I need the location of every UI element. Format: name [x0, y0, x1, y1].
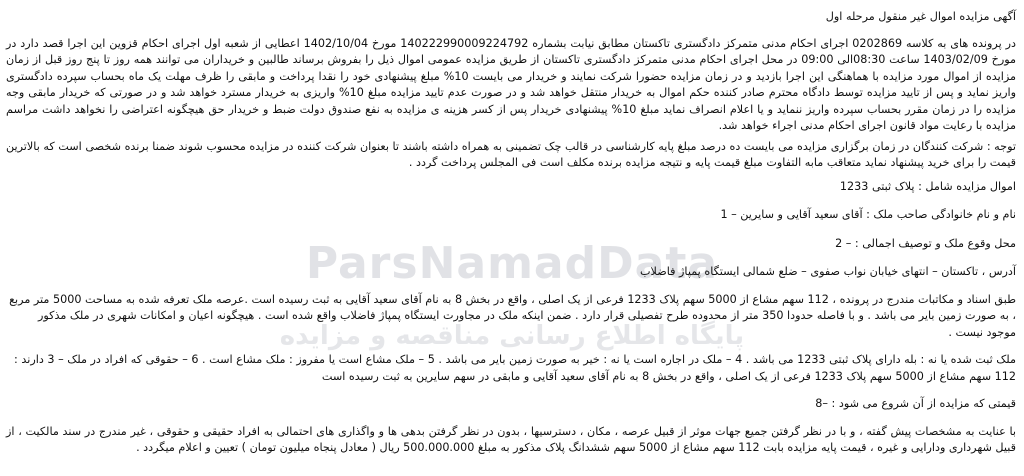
auction-notice — [6, 0, 1016, 457]
address-line: آدرس ، تاکستان – انتهای خیابان نواب صفوی – ضلع شمالی ایستگاه پمپاژ فاضلاب — [640, 265, 1016, 278]
notice-title: آگهی مزایده اموال غیر منقول مرحله اول — [825, 10, 1016, 23]
registration-paragraph: ملک ثبت شده یا نه : بله دارای پلاک ثبتی 1233 می باشد . 4 – ملک در اجاره است یا نه : خیر به صورت زمین بایر می باشد . 5 – ملک مشاع است یا مفروز : ملک مشاع است . 6 – حقوقی که افراد در ملک – 3 دارند : 112 سهم مشاع از 5000 سهم پلاک 1233 فرعی از یک اصلی ، واقع در بخش 8 به نام آقای سعید آقایی و مابقی در سهم سایرین به ثبت رسیده است — [14, 353, 1016, 383]
price-paragraph: با عنایت به مشخصات پیش گفته ، و با در نظر گرفتن جمیع جهات موثر از قبیل عرصه ، مکان ، دسترسیها ، بدون در نظر گرفتن بدهی ها و واگذاری های احتمالی به افراد حقیقی و حقوقی ، غیر مندرج در سند مالکیت ، از قبیل شهرداری ودارایی و غیره ، قیمت پایه مزایده بابت 112 سهم مشاع از 5000 سهم ششدانگ پلاک مذکور به مبلغ 500.000.000 ریال ( معادل پنجاه میلیون تومان ) تعیین و اعلام میگردد . — [6, 424, 1016, 454]
watermark-logo: ParsNamadData — [305, 238, 719, 289]
main-paragraph: در پرونده های به کلاسه 0202869 اجرای احکام مدنی متمرکز دادگستری تاکستان مطابق نیابت بشماره 140222990009224792 مورخ 1402/10/04 اعطایی از شعبه اول اجرای احکام قزوین این اجرا قصد دارد در مورخ 1403/02/09 ساعت 08:30الی 09:00 در محل اجرای احکام مدنی متمرکز دادگستری تاکستان از طریق مزایده عمومی اموال ذیل را بفروش برساند طالبین و خریداران می توانند همه روز تا پنج روز قبل از زمان مزایده از اموال مورد مزایده با هماهنگی این اجرا بازدید و در زمان مزایده حضورا شرکت نمایند و خریدار می بایست 10% مبلغ پیشنهادی خود را نقدا پرداخت و مابقی را ظرف مهلت یک ماه بحساب سپرده دادگستری واریز نماید و پس از تایید مزایده توسط دادگاه محترم صادر کننده حکم اموال به خریدار منتقل خواهد شد و در صورت عدم تایید مزایده مبلغ 10% واریزی به خریدار مسترد خواهد شد و در صورتی که خریدار مابقی وجه مزایده را در زمان مقرر بحساب سپرده واریز ننماید و یا اعلام انصراف نماید مبلغ 10% پیشنهادی خریدار پس از کسر هزینه ی مزایده به نفع صندوق دولت ضبط و خریدار حق هیچگونه اعتراضی را نخواهد داشت مراسم مزایده با رعایت مواد قانون اجرای احکام مدنی اجراء خواهد شد. — [6, 36, 1017, 132]
description-paragraph: طبق اسناد و مکاتبات مندرج در پرونده ، 112 سهم مشاع از 5000 سهم پلاک 1233 فرعی از یک اصلی ، واقع در بخش 8 به نام آقای سعید آقایی به ثبت رسیده است .عرصه ملک تعرفه شده به مساحت 5000 متر مربع ، به صورت زمین بایر می باشد . و با فاصله حدودا 350 متر از محدوده طرح تفصیلی قرار دارد . ضمن اینکه ملک در مجاورت ایستگاه پمپاژ فاضلاب واقع شده است . هیچگونه اعیان و امکانات شهری در ملک مذکور موجود نیست . — [9, 292, 1016, 339]
location-line: محل وقوع ملک و توصیف اجمالی : – 2 — [835, 236, 1016, 250]
property-heading: اموال مزایده شامل : پلاک ثبتی 1233 — [839, 179, 1016, 193]
price-heading: قیمتی که مزایده از آن شروع می شود : –8 — [815, 397, 1016, 410]
owner-line: نام و نام خانوادگی صاحب ملک : آقای سعید آقایی و سایرین – 1 — [720, 208, 1016, 221]
note-paragraph: توجه : شرکت کنندگان در زمان برگزاری مزایده می بایست ده درصد مبلغ پایه کارشناسی در قالب چک تضمینی به همراه داشته باشند تا بعنوان شرکت کننده در مزایده محسوب شوند ضمنا برنده شخصی است که بالاترین قیمت را برای خرید پیشنهاد نماید متعاقب مابه التفاوت مبلغ قیمت پایه و نتیجه مزایده برنده مکلف است فی المجلس پرداخت گردد . — [6, 139, 1016, 169]
watermark-subtitle: پایگاه اطلاع رسانی مناقصه و مزایده — [279, 321, 745, 351]
